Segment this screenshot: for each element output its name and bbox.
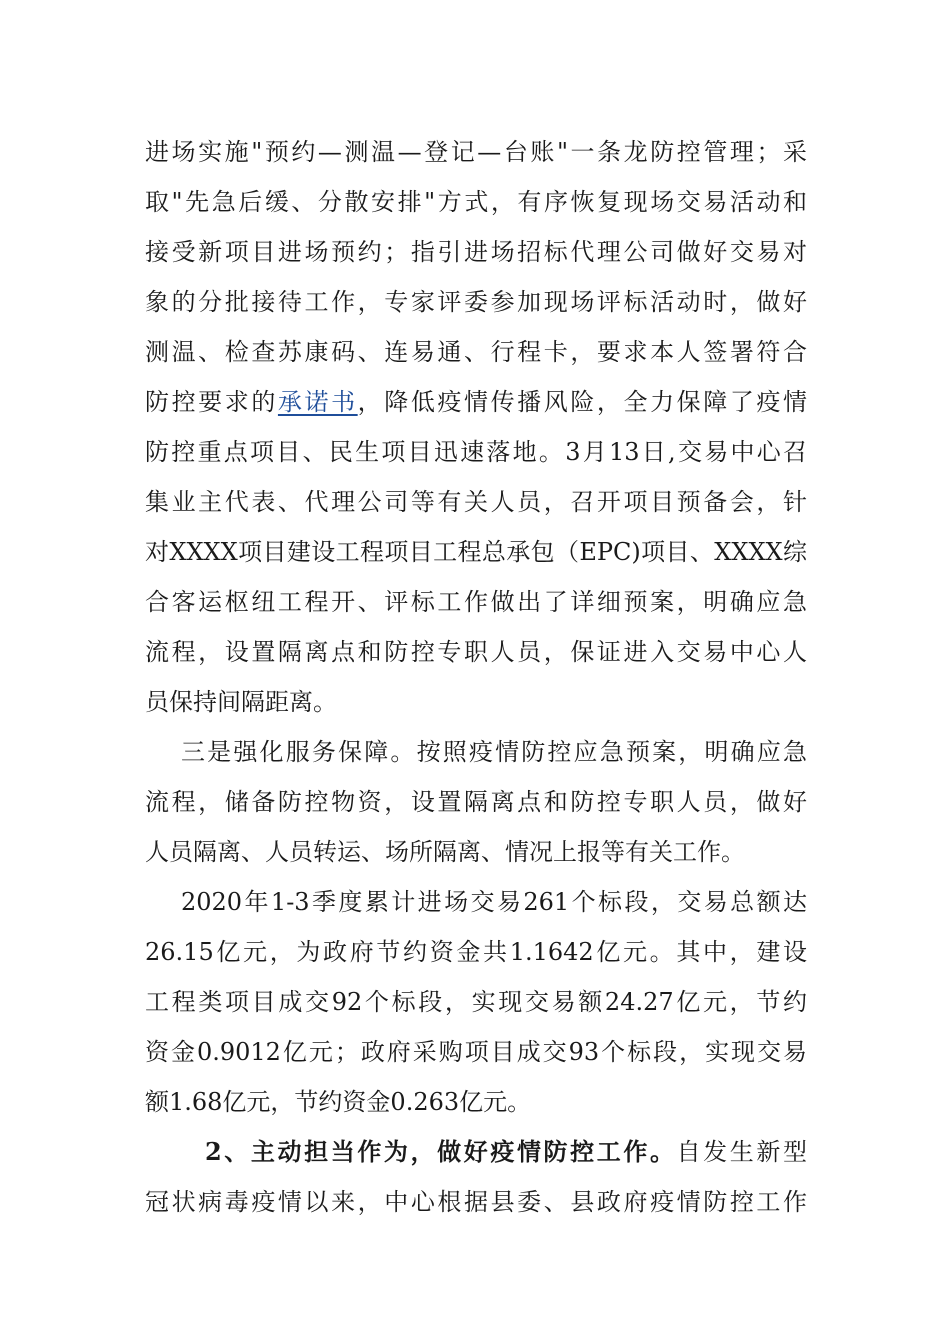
text-segment: ，降低疫情传播风险，全力保障了疫情 [357,388,808,416]
text-line: 额1.68亿元，节约资金0.263亿元。 [145,1088,532,1116]
text-line [145,377,807,427]
paragraph-transaction-stats [145,877,807,1127]
text-line: 资金0.9012亿元；政府采购项目成交93个标段，实现交易 [145,1038,807,1066]
text-line: 防控重点项目、民生项目迅速落地。3月13日,交易中心召 [145,438,807,466]
text-line: 员保持间隔距离。 [145,688,337,716]
text-line: 工程类项目成交92个标段，实现交易额24.27亿元，节约 [145,988,807,1016]
text-line: 接受新项目进场预约；指引进场招标代理公司做好交易对 [145,238,807,266]
text-segment: 自发生新型 [676,1138,807,1166]
text-line: 流程，储备防控物资，设置隔离点和防控专职人员，做好 [145,788,807,816]
text-line: 流程，设置隔离点和防控专职人员，保证进入交易中心人 [145,638,807,666]
text-line: 对XXXX项目建设工程项目工程总承包（EPC)项目、XXXX综 [145,538,807,566]
paragraph-epidemic-control [145,127,807,727]
text-line: 三是强化服务保障。按照疫情防控应急预案，明确应急 [181,738,807,766]
text-line: 2020年1-3季度累计进场交易261个标段，交易总额达 [181,888,807,916]
text-line: 冠状病毒疫情以来，中心根据县委、县政府疫情防控工作 [145,1188,807,1216]
document-body [145,127,807,1227]
text-line: 测温、检查苏康码、连易通、行程卡，要求本人签署符合 [145,338,807,366]
text-line: 进场实施"预约—测温—登记—台账"一条龙防控管理；采 [145,138,807,166]
text-line: 象的分批接待工作，专家评委参加现场评标活动时，做好 [145,288,807,316]
section-heading: 2、主动担当作为，做好疫情防控工作。 [205,1137,677,1166]
commitment-letter-link[interactable]: 承诺书 [277,388,358,416]
paragraph-service-guarantee [145,727,807,877]
text-line: 取"先急后缓、分散安排"方式，有序恢复现场交易活动和 [145,188,807,216]
text-line [145,1127,807,1177]
text-line: 26.15亿元，为政府节约资金共1.1642亿元。其中，建设 [145,938,807,966]
text-line: 合客运枢纽工程开、评标工作做出了详细预案，明确应急 [145,588,807,616]
paragraph-section-2 [145,1127,807,1227]
text-line: 集业主代表、代理公司等有关人员，召开项目预备会，针 [145,488,807,516]
text-segment: 防控要求的 [145,388,278,416]
text-line: 人员隔离、人员转运、场所隔离、情况上报等有关工作。 [145,838,745,866]
